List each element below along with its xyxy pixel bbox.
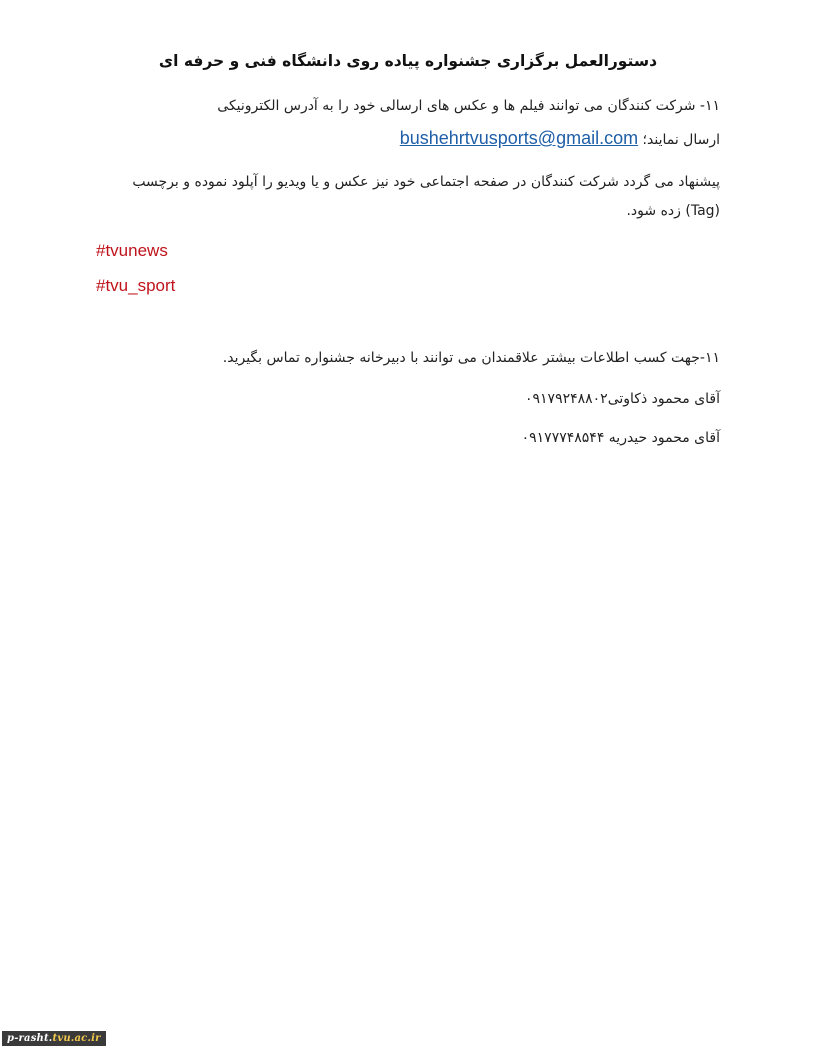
contact-person-2: آقای محمود حیدریه ۰۹۱۷۷۷۴۸۵۴۴	[521, 430, 720, 446]
hashtag-tvu-sport: #tvu_sport	[96, 276, 176, 295]
suggestion-line-2: (Tag) زده شود.	[626, 203, 720, 219]
upload-instruction-line-2	[394, 128, 720, 149]
upload-instruction-line: ۱۱- شرکت کنندگان می توانند فیلم ها و عکس های ارسالی خود را به آدرس الکترونیکی	[217, 98, 720, 114]
site-watermark	[2, 1031, 106, 1046]
contact-intro: ۱۱-جهت کسب اطلاعات بیشتر علاقمندان می توانند با دبیرخانه جشنواره تماس بگیرید.	[222, 350, 720, 366]
suggestion-line: پیشنهاد می گردد شرکت کنندگان در صفحه اجتماعی خود نیز عکس و یا ویدیو را آپلود نموده و برچسب	[132, 174, 720, 190]
send-suffix-text: ارسال نمایند؛	[642, 132, 720, 148]
document-title: دستورالعمل برگزاری جشنواره پیاده روی دانشگاه فنی و حرفه ای	[158, 52, 658, 70]
hashtag-tvunews: #tvunews	[96, 241, 168, 260]
contact-person-1: آقای محمود ذکاوتی۰۹۱۷۹۲۴۸۸۰۲	[524, 391, 720, 407]
site-accent: tvu.ac.ir	[52, 1033, 101, 1044]
email-link[interactable]: bushehrtvusports@gmail.com	[399, 128, 639, 148]
site-prefix: p-rasht.	[7, 1033, 53, 1044]
